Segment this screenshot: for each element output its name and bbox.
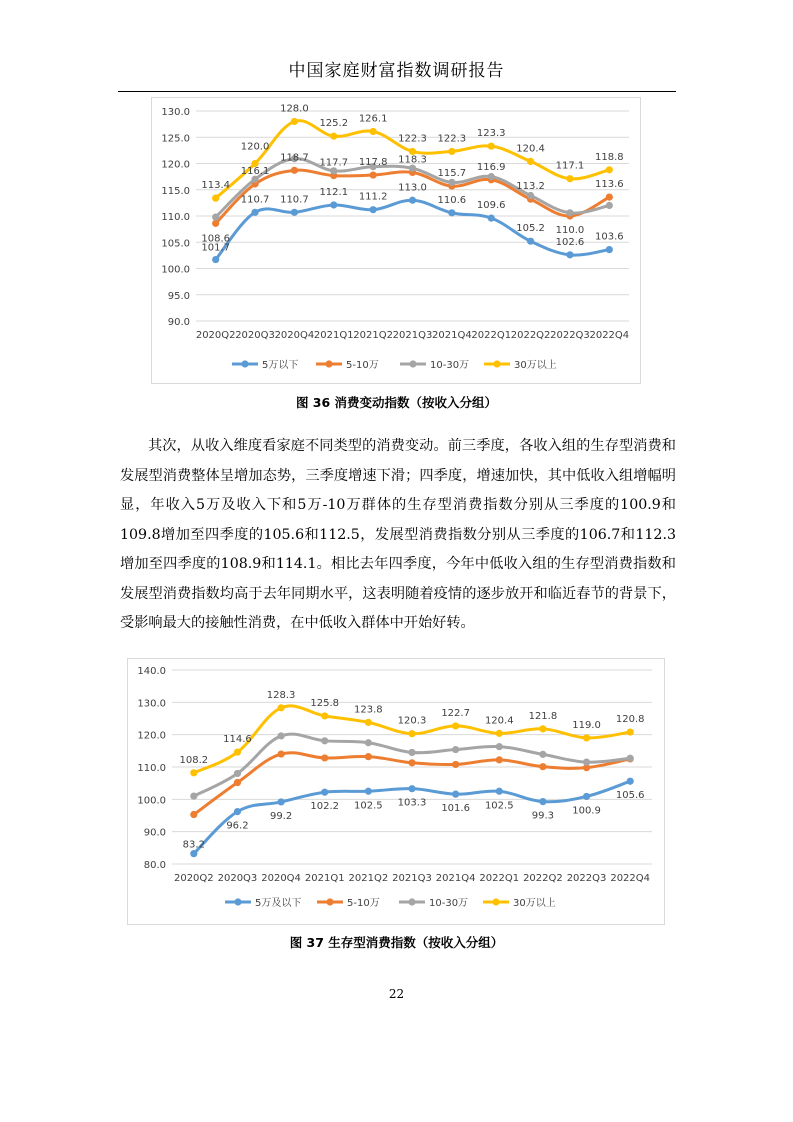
x-tick-label: 2020Q4: [261, 873, 301, 884]
legend-marker: [492, 898, 499, 905]
data-label: 110.7: [280, 194, 309, 206]
data-point: [448, 179, 455, 186]
data-point: [277, 704, 284, 711]
data-point: [496, 788, 503, 795]
legend-marker: [241, 360, 248, 367]
data-label: 102.5: [484, 800, 514, 812]
data-label: 123.3: [476, 128, 506, 140]
data-point: [321, 789, 328, 796]
data-point: [583, 759, 590, 766]
data-point: [606, 166, 613, 173]
x-tick-label: 2022Q4: [610, 873, 651, 884]
data-point: [583, 793, 590, 800]
legend-label: 10-30万: [429, 898, 469, 909]
body-paragraph: 其次，从收入维度看家庭不同类型的消费变动。前三季度，各收入组的生存型消费和发展型消费整体呈增加态势，三季度增速下滑；四季度，增速加快，其中低收入组增幅明显，年收入5万及收入下和5万-10万群体的生存型消费指数分别从三季度的100.9和109.8增加至四季度的105.6和112.5，发展型消费指数分别从三季度的106.7和112.3增加至四季度的108.9和114.1。相比去年四季度，今年中低收入组的生存型消费指数和发展型消费指数均高于去年同期水平，这表明随着疫情的逐步放开和临近春节的背景下，受影响最大的接触性消费，在中低收入群体中开始好转。: [120, 438, 676, 631]
data-label: 99.3: [531, 810, 555, 822]
data-point: [448, 148, 455, 155]
data-label: 102.2: [310, 801, 340, 813]
data-point: [566, 209, 573, 216]
data-label: 96.2: [226, 820, 249, 832]
legend-label: 10-30万: [430, 360, 470, 371]
data-point: [448, 209, 455, 216]
y-tick-label: 105.0: [161, 238, 190, 250]
chart-2-svg: [128, 659, 664, 924]
data-label: 122.3: [437, 133, 467, 145]
legend-label: 5万及以下: [255, 898, 302, 909]
data-point: [365, 739, 372, 746]
data-point: [566, 251, 573, 258]
data-label: 120.0: [240, 141, 270, 153]
data-point: [409, 197, 416, 204]
data-point: [190, 811, 197, 818]
data-point: [539, 798, 546, 805]
x-tick-label: 2021Q4: [435, 873, 476, 884]
data-label: 83.2: [182, 839, 205, 851]
data-point: [566, 175, 573, 182]
data-label: 110.7: [240, 194, 270, 206]
data-label: 113.4: [201, 180, 231, 192]
data-label: 125.8: [310, 697, 340, 709]
data-point: [321, 754, 328, 761]
data-point: [212, 220, 219, 227]
x-tick-label: 2022Q3: [550, 330, 590, 341]
data-point: [277, 750, 284, 757]
data-label: 110.6: [437, 194, 467, 206]
data-label: 122.3: [398, 133, 427, 145]
legend-label: 5-10万: [346, 360, 379, 371]
legend-marker: [408, 898, 415, 905]
data-point: [452, 791, 459, 798]
data-label: 115.7: [437, 168, 467, 180]
data-point: [190, 769, 197, 776]
data-label: 113.6: [594, 179, 624, 191]
data-label: 118.8: [594, 151, 624, 163]
data-point: [488, 215, 495, 222]
data-point: [527, 192, 534, 199]
y-tick-label: 130.0: [161, 107, 190, 118]
data-point: [277, 732, 284, 739]
data-point: [234, 779, 241, 786]
data-label: 114.6: [223, 734, 252, 746]
data-point: [321, 712, 328, 719]
data-label: 99.2: [269, 810, 293, 822]
data-point: [606, 202, 613, 209]
header-rule: [118, 91, 676, 92]
data-label: 116.9: [476, 161, 506, 173]
y-tick-label: 125.0: [161, 133, 190, 145]
x-tick-label: 2021Q3: [392, 330, 433, 341]
data-label: 101.6: [441, 803, 470, 815]
page-number: 22: [388, 987, 405, 1001]
data-label: 102.6: [555, 236, 585, 248]
legend-label: 5万以下: [262, 360, 299, 371]
data-point: [190, 850, 197, 857]
y-tick-label: 100.0: [137, 795, 166, 807]
data-label: 123.8: [354, 704, 383, 716]
data-label: 120.3: [397, 715, 427, 727]
x-tick-label: 2021Q2: [348, 873, 389, 884]
legend-marker: [325, 360, 332, 367]
y-tick-label: 110.0: [137, 763, 166, 774]
data-label: 109.6: [476, 200, 506, 212]
data-label: 117.8: [358, 157, 388, 169]
data-label: 113.0: [398, 182, 427, 194]
data-point: [408, 759, 415, 766]
data-label: 103.6: [594, 231, 624, 243]
data-point: [527, 238, 534, 245]
data-label: 100.9: [572, 805, 601, 817]
data-label: 105.6: [615, 790, 645, 802]
x-tick-label: 2022Q3: [566, 873, 607, 884]
y-tick-label: 120.0: [137, 730, 166, 742]
data-point: [409, 165, 416, 172]
legend-label: 30万以上: [514, 360, 557, 371]
data-point: [251, 209, 258, 216]
data-label: 117.1: [555, 160, 585, 172]
data-point: [365, 753, 372, 760]
data-point: [291, 209, 298, 216]
y-tick-label: 90.0: [167, 317, 190, 328]
data-label: 118.3: [398, 154, 427, 166]
y-tick-label: 110.0: [161, 212, 190, 223]
y-tick-label: 95.0: [167, 290, 190, 302]
data-point: [452, 722, 459, 729]
legend-marker: [326, 898, 333, 905]
data-point: [452, 761, 459, 768]
data-point: [212, 213, 219, 220]
data-label: 125.2: [319, 118, 349, 130]
data-label: 120.4: [484, 715, 514, 727]
data-point: [291, 118, 298, 125]
data-point: [277, 798, 284, 805]
data-point: [488, 173, 495, 180]
data-label: 110.0: [555, 225, 585, 236]
chart-2-caption: 图 37 生存型消费指数（按收入分组）: [289, 935, 504, 950]
data-point: [627, 778, 634, 785]
data-point: [408, 785, 415, 792]
x-tick-label: 2020Q3: [235, 330, 275, 341]
data-label: 121.8: [528, 710, 558, 722]
data-label: 105.2: [516, 223, 545, 235]
data-point: [370, 206, 377, 213]
data-point: [190, 793, 197, 800]
data-label: 116.1: [240, 165, 270, 177]
chart-1-caption: 图 36 消费变动指数（按收入分组）: [295, 395, 498, 410]
y-tick-label: 100.0: [161, 264, 190, 276]
data-point: [330, 133, 337, 140]
chart-consumption-change-index: [151, 97, 641, 384]
data-point: [488, 143, 495, 150]
data-point: [365, 719, 372, 726]
data-point: [370, 171, 377, 178]
data-point: [627, 755, 634, 762]
legend-label: 30万以上: [513, 898, 556, 909]
data-point: [527, 158, 534, 165]
legend-label: 5-10万: [347, 898, 380, 909]
data-point: [452, 746, 459, 753]
x-tick-label: 2021Q4: [432, 330, 472, 341]
data-point: [321, 737, 328, 744]
data-point: [496, 730, 503, 737]
x-tick-label: 2022Q2: [510, 330, 551, 341]
data-label: 112.1: [319, 186, 349, 198]
data-point: [330, 201, 337, 208]
data-label: 118.7: [280, 152, 309, 164]
data-label: 111.2: [358, 191, 388, 203]
x-tick-label: 2020Q2: [195, 330, 236, 341]
data-label: 128.3: [266, 689, 296, 701]
data-point: [234, 749, 241, 756]
legend-marker: [493, 360, 500, 367]
data-point: [370, 128, 377, 135]
x-tick-label: 2021Q2: [353, 330, 393, 341]
data-point: [539, 763, 546, 770]
data-point: [291, 167, 298, 174]
y-tick-label: 140.0: [137, 666, 166, 677]
data-label: 120.4: [516, 143, 545, 155]
data-point: [408, 730, 415, 737]
x-tick-label: 2021Q3: [392, 873, 432, 884]
data-label: 128.0: [280, 103, 309, 115]
data-label: 108.2: [179, 754, 209, 766]
data-point: [234, 808, 241, 815]
x-tick-label: 2020Q4: [274, 330, 315, 341]
y-tick-label: 115.0: [161, 185, 190, 197]
y-tick-label: 80.0: [143, 860, 166, 871]
y-tick-label: 130.0: [137, 698, 166, 710]
data-point: [408, 749, 415, 756]
x-tick-label: 2020Q2: [173, 873, 214, 884]
data-label: 108.6: [201, 233, 231, 245]
data-label: 126.1: [358, 113, 388, 125]
x-tick-label: 2022Q2: [523, 873, 563, 884]
data-point: [496, 743, 503, 750]
data-point: [627, 728, 634, 735]
legend-marker: [234, 898, 241, 905]
data-label: 120.8: [615, 714, 645, 726]
data-label: 101.7: [201, 242, 231, 254]
data-label: 119.0: [572, 719, 601, 731]
data-label: 122.7: [441, 707, 470, 719]
data-point: [539, 725, 546, 732]
data-point: [606, 194, 613, 201]
data-label: 102.5: [354, 800, 383, 812]
data-point: [539, 751, 546, 758]
data-point: [365, 788, 372, 795]
x-tick-label: 2021Q1: [313, 330, 354, 341]
data-label: 113.2: [516, 181, 545, 193]
x-tick-label: 2022Q4: [589, 330, 630, 341]
data-point: [496, 756, 503, 763]
y-tick-label: 90.0: [143, 827, 166, 839]
data-point: [583, 734, 590, 741]
data-point: [606, 246, 613, 253]
x-tick-label: 2020Q3: [217, 873, 258, 884]
x-tick-label: 2022Q1: [479, 873, 520, 884]
chart-1-svg: [152, 98, 640, 383]
x-tick-label: 2021Q1: [304, 873, 345, 884]
data-point: [212, 256, 219, 263]
data-point: [212, 195, 219, 202]
legend-marker: [409, 360, 416, 367]
page-header: 中国家庭财富指数调研报告: [288, 61, 505, 81]
y-tick-label: 120.0: [161, 159, 190, 171]
data-label: 117.7: [319, 157, 349, 169]
chart-survival-consumption-index: [127, 658, 665, 925]
data-label: 103.3: [397, 797, 427, 809]
data-point: [234, 770, 241, 777]
x-tick-label: 2022Q1: [471, 330, 512, 341]
